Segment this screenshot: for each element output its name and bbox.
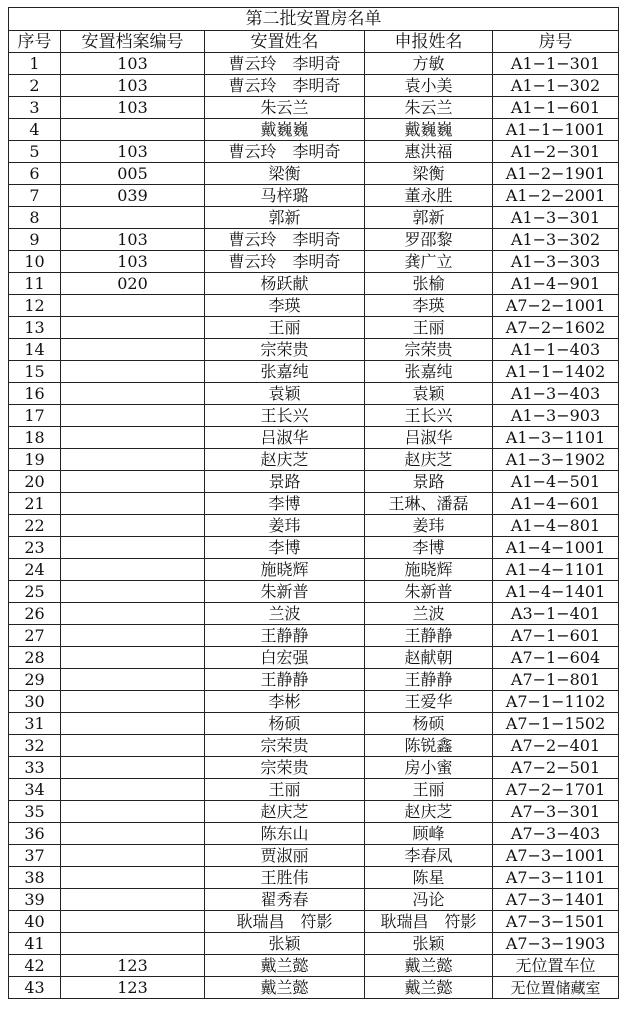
- file-number-cell: [61, 581, 205, 603]
- applicant-name-cell: 李博: [365, 537, 493, 559]
- file-number-cell: [61, 471, 205, 493]
- room-number-cell: A7−1−1502: [493, 713, 619, 735]
- applicant-name-cell: 张颖: [365, 933, 493, 955]
- serial-number-cell: 26: [9, 603, 61, 625]
- applicant-name-cell: 王琳、潘磊: [365, 493, 493, 515]
- file-number-cell: [61, 823, 205, 845]
- serial-number-cell: 5: [9, 141, 61, 163]
- file-number-cell: [61, 559, 205, 581]
- applicant-name-cell: 景路: [365, 471, 493, 493]
- applicant-name-cell: 惠洪福: [365, 141, 493, 163]
- room-number-cell: A7−1−801: [493, 669, 619, 691]
- applicant-name-cell: 王长兴: [365, 405, 493, 427]
- serial-number-cell: 36: [9, 823, 61, 845]
- room-number-cell: A1−1−403: [493, 339, 619, 361]
- room-number-cell: A7−3−1401: [493, 889, 619, 911]
- header-serial-number: 序号: [9, 31, 61, 53]
- serial-number-cell: 29: [9, 669, 61, 691]
- resettled-name-cell: 张嘉纯: [205, 361, 365, 383]
- table-row: [9, 603, 619, 625]
- room-number-cell: A1−2−2001: [493, 185, 619, 207]
- file-number-cell: 103: [61, 53, 205, 75]
- room-number-cell: A7−3−301: [493, 801, 619, 823]
- applicant-name-cell: 方敏: [365, 53, 493, 75]
- serial-number-cell: 34: [9, 779, 61, 801]
- resettlement-table: [8, 7, 619, 999]
- file-number-cell: 103: [61, 141, 205, 163]
- table-row: [9, 581, 619, 603]
- applicant-name-cell: 罗邵黎: [365, 229, 493, 251]
- room-number-cell: A1−4−501: [493, 471, 619, 493]
- serial-number-cell: 23: [9, 537, 61, 559]
- serial-number-cell: 20: [9, 471, 61, 493]
- resettled-name-cell: 王静静: [205, 625, 365, 647]
- table-row: [9, 537, 619, 559]
- serial-number-cell: 33: [9, 757, 61, 779]
- table-row: [9, 757, 619, 779]
- resettled-name-cell: 赵庆芝: [205, 449, 365, 471]
- room-number-cell: A1−4−901: [493, 273, 619, 295]
- applicant-name-cell: 袁颖: [365, 383, 493, 405]
- serial-number-cell: 22: [9, 515, 61, 537]
- applicant-name-cell: 冯论: [365, 889, 493, 911]
- applicant-name-cell: 顾峰: [365, 823, 493, 845]
- file-number-cell: [61, 669, 205, 691]
- file-number-cell: 103: [61, 75, 205, 97]
- table-row: [9, 449, 619, 471]
- resettled-name-cell: 杨跃献: [205, 273, 365, 295]
- serial-number-cell: 2: [9, 75, 61, 97]
- file-number-cell: 123: [61, 955, 205, 977]
- applicant-name-cell: 朱新普: [365, 581, 493, 603]
- applicant-name-cell: 王静静: [365, 669, 493, 691]
- table-title: 第二批安置房名单: [9, 8, 619, 31]
- file-number-cell: 103: [61, 97, 205, 119]
- applicant-name-cell: 袁小美: [365, 75, 493, 97]
- table-row: [9, 273, 619, 295]
- room-number-cell: A1−4−1001: [493, 537, 619, 559]
- file-number-cell: [61, 889, 205, 911]
- resettled-name-cell: 李博: [205, 493, 365, 515]
- applicant-name-cell: 戴兰懿: [365, 977, 493, 999]
- resettled-name-cell: 曹云玲 李明奇: [205, 141, 365, 163]
- applicant-name-cell: 陈锐鑫: [365, 735, 493, 757]
- resettled-name-cell: 王丽: [205, 779, 365, 801]
- resettled-name-cell: 吕淑华: [205, 427, 365, 449]
- resettled-name-cell: 梁衡: [205, 163, 365, 185]
- resettled-name-cell: 曹云玲 李明奇: [205, 53, 365, 75]
- table-row: [9, 955, 619, 977]
- applicant-name-cell: 杨硕: [365, 713, 493, 735]
- applicant-name-cell: 房小蜜: [365, 757, 493, 779]
- file-number-cell: [61, 779, 205, 801]
- table-row: [9, 97, 619, 119]
- file-number-cell: [61, 603, 205, 625]
- resettled-name-cell: 张颖: [205, 933, 365, 955]
- serial-number-cell: 14: [9, 339, 61, 361]
- resettled-name-cell: 王静静: [205, 669, 365, 691]
- table-row: [9, 669, 619, 691]
- resettled-name-cell: 杨硕: [205, 713, 365, 735]
- resettled-name-cell: 戴巍巍: [205, 119, 365, 141]
- room-number-cell: A7−1−604: [493, 647, 619, 669]
- table-row: [9, 779, 619, 801]
- applicant-name-cell: 朱云兰: [365, 97, 493, 119]
- serial-number-cell: 7: [9, 185, 61, 207]
- applicant-name-cell: 王静静: [365, 625, 493, 647]
- room-number-cell: A3−1−401: [493, 603, 619, 625]
- room-number-cell: A7−1−1102: [493, 691, 619, 713]
- file-number-cell: [61, 691, 205, 713]
- room-number-cell: A1−4−1401: [493, 581, 619, 603]
- file-number-cell: [61, 339, 205, 361]
- file-number-cell: [61, 801, 205, 823]
- resettled-name-cell: 马梓璐: [205, 185, 365, 207]
- applicant-name-cell: 张榆: [365, 273, 493, 295]
- serial-number-cell: 37: [9, 845, 61, 867]
- table-row: [9, 911, 619, 933]
- room-number-cell: A7−3−1101: [493, 867, 619, 889]
- serial-number-cell: 40: [9, 911, 61, 933]
- resettled-name-cell: 贾淑丽: [205, 845, 365, 867]
- file-number-cell: [61, 735, 205, 757]
- resettled-name-cell: 戴兰懿: [205, 977, 365, 999]
- room-number-cell: A1−1−1001: [493, 119, 619, 141]
- room-number-cell: A7−3−1501: [493, 911, 619, 933]
- table-row: [9, 339, 619, 361]
- file-number-cell: [61, 449, 205, 471]
- applicant-name-cell: 宗荣贵: [365, 339, 493, 361]
- resettled-name-cell: 姜玮: [205, 515, 365, 537]
- room-number-cell: A7−2−501: [493, 757, 619, 779]
- table-row: [9, 801, 619, 823]
- resettled-name-cell: 曹云玲 李明奇: [205, 251, 365, 273]
- serial-number-cell: 10: [9, 251, 61, 273]
- table-row: [9, 207, 619, 229]
- serial-number-cell: 17: [9, 405, 61, 427]
- room-number-cell: A7−2−1602: [493, 317, 619, 339]
- applicant-name-cell: 董永胜: [365, 185, 493, 207]
- serial-number-cell: 30: [9, 691, 61, 713]
- room-number-cell: A7−3−1903: [493, 933, 619, 955]
- serial-number-cell: 41: [9, 933, 61, 955]
- file-number-cell: 123: [61, 977, 205, 999]
- resettled-name-cell: 袁颖: [205, 383, 365, 405]
- room-number-cell: A1−3−1902: [493, 449, 619, 471]
- serial-number-cell: 19: [9, 449, 61, 471]
- resettlement-list-document: [8, 7, 618, 999]
- resettled-name-cell: 曹云玲 李明奇: [205, 75, 365, 97]
- file-number-cell: [61, 933, 205, 955]
- table-row: [9, 251, 619, 273]
- applicant-name-cell: 兰波: [365, 603, 493, 625]
- resettled-name-cell: 白宏强: [205, 647, 365, 669]
- applicant-name-cell: 赵献朝: [365, 647, 493, 669]
- resettled-name-cell: 朱新普: [205, 581, 365, 603]
- resettled-name-cell: 宗荣贵: [205, 757, 365, 779]
- serial-number-cell: 1: [9, 53, 61, 75]
- table-row: [9, 977, 619, 999]
- file-number-cell: [61, 713, 205, 735]
- serial-number-cell: 39: [9, 889, 61, 911]
- room-number-cell: A7−3−1001: [493, 845, 619, 867]
- serial-number-cell: 38: [9, 867, 61, 889]
- room-number-cell: A1−4−1101: [493, 559, 619, 581]
- room-number-cell: A1−3−403: [493, 383, 619, 405]
- serial-number-cell: 28: [9, 647, 61, 669]
- applicant-name-cell: 张嘉纯: [365, 361, 493, 383]
- room-number-cell: A1−3−1101: [493, 427, 619, 449]
- serial-number-cell: 35: [9, 801, 61, 823]
- file-number-cell: [61, 119, 205, 141]
- applicant-name-cell: 戴兰懿: [365, 955, 493, 977]
- applicant-name-cell: 耿瑞昌 符影: [365, 911, 493, 933]
- file-number-cell: [61, 405, 205, 427]
- resettled-name-cell: 李博: [205, 537, 365, 559]
- resettled-name-cell: 宗荣贵: [205, 339, 365, 361]
- room-number-cell: A1−3−302: [493, 229, 619, 251]
- serial-number-cell: 8: [9, 207, 61, 229]
- file-number-cell: [61, 295, 205, 317]
- serial-number-cell: 24: [9, 559, 61, 581]
- serial-number-cell: 9: [9, 229, 61, 251]
- file-number-cell: [61, 493, 205, 515]
- serial-number-cell: 16: [9, 383, 61, 405]
- serial-number-cell: 6: [9, 163, 61, 185]
- file-number-cell: [61, 647, 205, 669]
- serial-number-cell: 21: [9, 493, 61, 515]
- header-applicant-name: 申报姓名: [365, 31, 493, 53]
- room-number-cell: A1−3−301: [493, 207, 619, 229]
- applicant-name-cell: 戴巍巍: [365, 119, 493, 141]
- resettled-name-cell: 曹云玲 李明奇: [205, 229, 365, 251]
- room-number-cell: A1−1−302: [493, 75, 619, 97]
- table-row: [9, 691, 619, 713]
- table-row: [9, 53, 619, 75]
- table-row: [9, 405, 619, 427]
- serial-number-cell: 13: [9, 317, 61, 339]
- serial-number-cell: 31: [9, 713, 61, 735]
- table-row: [9, 471, 619, 493]
- table-row: [9, 317, 619, 339]
- file-number-cell: [61, 427, 205, 449]
- serial-number-cell: 15: [9, 361, 61, 383]
- applicant-name-cell: 赵庆芝: [365, 801, 493, 823]
- resettled-name-cell: 王丽: [205, 317, 365, 339]
- file-number-cell: 103: [61, 229, 205, 251]
- file-number-cell: [61, 625, 205, 647]
- resettled-name-cell: 耿瑞昌 符影: [205, 911, 365, 933]
- table-row: [9, 647, 619, 669]
- table-row: [9, 493, 619, 515]
- serial-number-cell: 27: [9, 625, 61, 647]
- room-number-cell: 无位置储藏室: [493, 977, 619, 999]
- room-number-cell: A7−1−601: [493, 625, 619, 647]
- room-number-cell: A1−2−1901: [493, 163, 619, 185]
- resettled-name-cell: 郭新: [205, 207, 365, 229]
- room-number-cell: A7−2−401: [493, 735, 619, 757]
- table-row: [9, 515, 619, 537]
- file-number-cell: [61, 911, 205, 933]
- table-row: [9, 229, 619, 251]
- room-number-cell: 无位置车位: [493, 955, 619, 977]
- applicant-name-cell: 王爱华: [365, 691, 493, 713]
- resettled-name-cell: 李瑛: [205, 295, 365, 317]
- table-row: [9, 119, 619, 141]
- file-number-cell: 020: [61, 273, 205, 295]
- room-number-cell: A1−1−301: [493, 53, 619, 75]
- serial-number-cell: 42: [9, 955, 61, 977]
- resettled-name-cell: 陈东山: [205, 823, 365, 845]
- applicant-name-cell: 吕淑华: [365, 427, 493, 449]
- file-number-cell: [61, 537, 205, 559]
- header-resettled-name: 安置姓名: [205, 31, 365, 53]
- serial-number-cell: 32: [9, 735, 61, 757]
- room-number-cell: A1−4−601: [493, 493, 619, 515]
- file-number-cell: 103: [61, 251, 205, 273]
- room-number-cell: A1−1−601: [493, 97, 619, 119]
- applicant-name-cell: 龚广立: [365, 251, 493, 273]
- resettled-name-cell: 王长兴: [205, 405, 365, 427]
- resettled-name-cell: 李彬: [205, 691, 365, 713]
- table-row: [9, 361, 619, 383]
- file-number-cell: 039: [61, 185, 205, 207]
- resettled-name-cell: 景路: [205, 471, 365, 493]
- resettled-name-cell: 戴兰懿: [205, 955, 365, 977]
- room-number-cell: A7−2−1001: [493, 295, 619, 317]
- room-number-cell: A1−2−301: [493, 141, 619, 163]
- applicant-name-cell: 李瑛: [365, 295, 493, 317]
- table-row: [9, 141, 619, 163]
- resettled-name-cell: 赵庆芝: [205, 801, 365, 823]
- table-row: [9, 823, 619, 845]
- header-room-number: 房号: [493, 31, 619, 53]
- applicant-name-cell: 施晓辉: [365, 559, 493, 581]
- serial-number-cell: 4: [9, 119, 61, 141]
- table-row: [9, 889, 619, 911]
- applicant-name-cell: 陈星: [365, 867, 493, 889]
- table-row: [9, 867, 619, 889]
- applicant-name-cell: 王丽: [365, 779, 493, 801]
- applicant-name-cell: 梁衡: [365, 163, 493, 185]
- file-number-cell: [61, 867, 205, 889]
- file-number-cell: [61, 383, 205, 405]
- serial-number-cell: 11: [9, 273, 61, 295]
- file-number-cell: [61, 757, 205, 779]
- resettled-name-cell: 翟秀春: [205, 889, 365, 911]
- table-row: [9, 75, 619, 97]
- table-body: [9, 53, 619, 999]
- table-row: [9, 845, 619, 867]
- room-number-cell: A1−3−903: [493, 405, 619, 427]
- resettled-name-cell: 王胜伟: [205, 867, 365, 889]
- room-number-cell: A7−2−1701: [493, 779, 619, 801]
- serial-number-cell: 25: [9, 581, 61, 603]
- table-row: [9, 933, 619, 955]
- table-row: [9, 185, 619, 207]
- applicant-name-cell: 李春凤: [365, 845, 493, 867]
- file-number-cell: 005: [61, 163, 205, 185]
- table-row: [9, 713, 619, 735]
- table-row: [9, 559, 619, 581]
- table-row: [9, 625, 619, 647]
- header-file-number: 安置档案编号: [61, 31, 205, 53]
- serial-number-cell: 12: [9, 295, 61, 317]
- applicant-name-cell: 郭新: [365, 207, 493, 229]
- applicant-name-cell: 赵庆芝: [365, 449, 493, 471]
- file-number-cell: [61, 845, 205, 867]
- serial-number-cell: 3: [9, 97, 61, 119]
- room-number-cell: A7−3−403: [493, 823, 619, 845]
- applicant-name-cell: 王丽: [365, 317, 493, 339]
- table-row: [9, 163, 619, 185]
- table-row: [9, 735, 619, 757]
- resettled-name-cell: 朱云兰: [205, 97, 365, 119]
- resettled-name-cell: 兰波: [205, 603, 365, 625]
- resettled-name-cell: 施晓辉: [205, 559, 365, 581]
- room-number-cell: A1−4−801: [493, 515, 619, 537]
- room-number-cell: A1−3−303: [493, 251, 619, 273]
- file-number-cell: [61, 361, 205, 383]
- applicant-name-cell: 姜玮: [365, 515, 493, 537]
- file-number-cell: [61, 207, 205, 229]
- file-number-cell: [61, 515, 205, 537]
- room-number-cell: A1−1−1402: [493, 361, 619, 383]
- resettled-name-cell: 宗荣贵: [205, 735, 365, 757]
- serial-number-cell: 43: [9, 977, 61, 999]
- table-row: [9, 383, 619, 405]
- table-row: [9, 427, 619, 449]
- serial-number-cell: 18: [9, 427, 61, 449]
- table-row: [9, 295, 619, 317]
- file-number-cell: [61, 317, 205, 339]
